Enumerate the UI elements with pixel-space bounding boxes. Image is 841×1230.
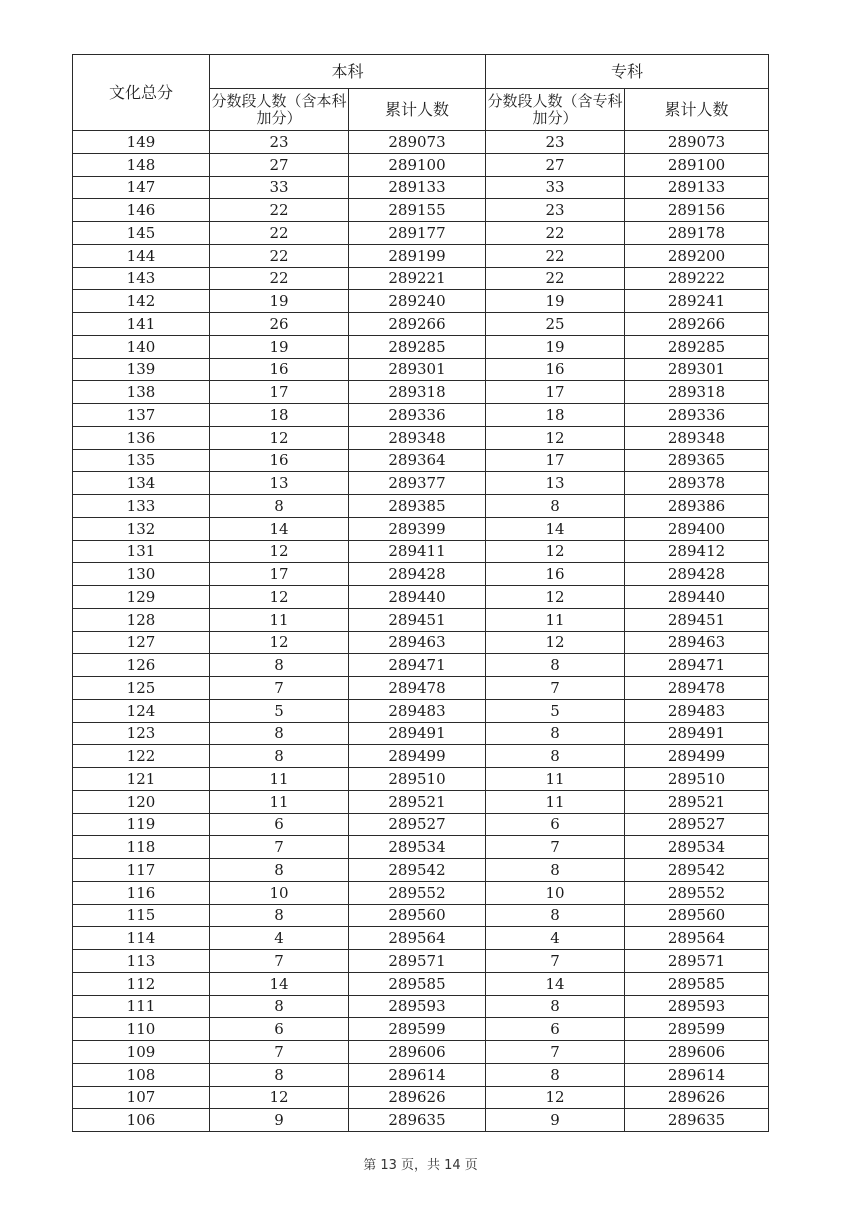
junior-college-segment-count-cell: 8 [486, 995, 625, 1018]
junior-college-segment-count-cell: 12 [486, 631, 625, 654]
undergraduate-segment-count-cell: 8 [210, 859, 349, 882]
undergraduate-cumulative-cell: 289571 [349, 950, 486, 973]
score-cell: 138 [73, 381, 210, 404]
junior-college-cumulative-cell: 289593 [625, 995, 769, 1018]
junior-college-cumulative-cell: 289542 [625, 859, 769, 882]
junior-college-cumulative-cell: 289564 [625, 927, 769, 950]
undergraduate-segment-count-cell: 12 [210, 1086, 349, 1109]
undergraduate-segment-count-cell: 6 [210, 813, 349, 836]
score-cell: 121 [73, 768, 210, 791]
score-cell: 114 [73, 927, 210, 950]
score-cell: 112 [73, 972, 210, 995]
table-row [73, 881, 769, 904]
undergraduate-cumulative-cell: 289560 [349, 904, 486, 927]
undergraduate-cumulative-cell: 289471 [349, 654, 486, 677]
junior-college-cumulative-cell: 289483 [625, 699, 769, 722]
junior-college-segment-count-cell: 8 [486, 904, 625, 927]
junior-college-segment-count-cell: 7 [486, 1041, 625, 1064]
score-cell: 146 [73, 199, 210, 222]
junior-college-cumulative-cell: 289285 [625, 335, 769, 358]
junior-college-cumulative-cell: 289318 [625, 381, 769, 404]
score-column-header: 文化总分 [73, 55, 210, 131]
junior-college-cumulative-cell: 289200 [625, 244, 769, 267]
undergraduate-segment-count-cell: 12 [210, 631, 349, 654]
score-cell: 129 [73, 586, 210, 609]
undergraduate-cumulative-header: 累计人数 [349, 89, 486, 131]
junior-college-cumulative-cell: 289552 [625, 881, 769, 904]
table-row [73, 1086, 769, 1109]
undergraduate-cumulative-cell: 289399 [349, 517, 486, 540]
undergraduate-segment-count-cell: 12 [210, 426, 349, 449]
score-cell: 139 [73, 358, 210, 381]
score-distribution-table [72, 54, 769, 1132]
undergraduate-segment-count-cell: 19 [210, 290, 349, 313]
undergraduate-cumulative-cell: 289440 [349, 586, 486, 609]
score-cell: 108 [73, 1063, 210, 1086]
undergraduate-cumulative-cell: 289478 [349, 677, 486, 700]
table-row [73, 176, 769, 199]
score-cell: 125 [73, 677, 210, 700]
undergraduate-cumulative-cell: 289635 [349, 1109, 486, 1132]
junior-college-cumulative-cell: 289606 [625, 1041, 769, 1064]
score-cell: 135 [73, 449, 210, 472]
score-cell: 119 [73, 813, 210, 836]
junior-college-cumulative-cell: 289222 [625, 267, 769, 290]
table-row [73, 335, 769, 358]
undergraduate-segment-count-cell: 14 [210, 517, 349, 540]
undergraduate-cumulative-cell: 289411 [349, 540, 486, 563]
score-cell: 144 [73, 244, 210, 267]
junior-college-segment-count-cell: 12 [486, 426, 625, 449]
undergraduate-segment-count-cell: 8 [210, 722, 349, 745]
undergraduate-cumulative-cell: 289593 [349, 995, 486, 1018]
undergraduate-cumulative-cell: 289606 [349, 1041, 486, 1064]
undergraduate-segment-count-cell: 17 [210, 563, 349, 586]
undergraduate-segment-count-cell: 11 [210, 768, 349, 791]
table-row [73, 699, 769, 722]
table-row [73, 995, 769, 1018]
undergraduate-cumulative-cell: 289521 [349, 790, 486, 813]
table-row [73, 972, 769, 995]
score-cell: 145 [73, 222, 210, 245]
junior-college-segment-count-cell: 22 [486, 267, 625, 290]
undergraduate-segment-count-cell: 22 [210, 244, 349, 267]
undergraduate-cumulative-cell: 289240 [349, 290, 486, 313]
junior-college-segment-count-cell: 22 [486, 244, 625, 267]
score-cell: 118 [73, 836, 210, 859]
junior-college-segment-count-cell: 18 [486, 404, 625, 427]
junior-college-cumulative-cell: 289378 [625, 472, 769, 495]
undergraduate-segment-count-cell: 19 [210, 335, 349, 358]
undergraduate-cumulative-cell: 289552 [349, 881, 486, 904]
undergraduate-segment-count-cell: 22 [210, 222, 349, 245]
junior-college-segment-count-cell: 33 [486, 176, 625, 199]
junior-college-segment-count-cell: 22 [486, 222, 625, 245]
junior-college-segment-count-cell: 8 [486, 722, 625, 745]
junior-college-cumulative-cell: 289635 [625, 1109, 769, 1132]
undergraduate-segment-count-cell: 17 [210, 381, 349, 404]
undergraduate-segment-count-cell: 4 [210, 927, 349, 950]
junior-college-segment-count-cell: 4 [486, 927, 625, 950]
undergraduate-segment-count-cell: 26 [210, 313, 349, 336]
table-row [73, 859, 769, 882]
table-row [73, 381, 769, 404]
page-number-footer: 第 13 页，共 14 页 [363, 1158, 478, 1173]
undergraduate-segment-count-cell: 18 [210, 404, 349, 427]
table-row [73, 1041, 769, 1064]
table-row [73, 517, 769, 540]
junior-college-segment-count-cell: 11 [486, 768, 625, 791]
junior-college-segment-count-cell: 8 [486, 495, 625, 518]
junior-college-segment-count-cell: 5 [486, 699, 625, 722]
undergraduate-cumulative-cell: 289542 [349, 859, 486, 882]
table-row [73, 495, 769, 518]
junior-college-cumulative-cell: 289386 [625, 495, 769, 518]
junior-college-segment-count-cell: 11 [486, 608, 625, 631]
undergraduate-segment-count-header: 分数段人数（含本科加分） [210, 89, 349, 131]
junior-college-segment-count-cell: 9 [486, 1109, 625, 1132]
undergraduate-segment-count-cell: 12 [210, 586, 349, 609]
undergraduate-cumulative-cell: 289585 [349, 972, 486, 995]
undergraduate-cumulative-cell: 289133 [349, 176, 486, 199]
score-cell: 140 [73, 335, 210, 358]
junior-college-cumulative-cell: 289614 [625, 1063, 769, 1086]
undergraduate-segment-count-cell: 7 [210, 677, 349, 700]
junior-college-cumulative-cell: 289348 [625, 426, 769, 449]
junior-college-segment-count-cell: 19 [486, 290, 625, 313]
junior-college-segment-count-cell: 8 [486, 1063, 625, 1086]
table-row [73, 267, 769, 290]
junior-college-cumulative-cell: 289266 [625, 313, 769, 336]
junior-college-cumulative-cell: 289527 [625, 813, 769, 836]
score-cell: 143 [73, 267, 210, 290]
undergraduate-cumulative-cell: 289534 [349, 836, 486, 859]
score-cell: 107 [73, 1086, 210, 1109]
junior-college-group-header: 专科 [486, 55, 769, 89]
undergraduate-cumulative-cell: 289499 [349, 745, 486, 768]
table-row [73, 950, 769, 973]
undergraduate-segment-count-cell: 12 [210, 540, 349, 563]
undergraduate-segment-count-cell: 16 [210, 449, 349, 472]
table-row [73, 358, 769, 381]
score-cell: 106 [73, 1109, 210, 1132]
undergraduate-cumulative-cell: 289318 [349, 381, 486, 404]
table-row [73, 244, 769, 267]
junior-college-cumulative-cell: 289510 [625, 768, 769, 791]
score-cell: 109 [73, 1041, 210, 1064]
junior-college-cumulative-cell: 289585 [625, 972, 769, 995]
score-cell: 111 [73, 995, 210, 1018]
table-row [73, 904, 769, 927]
undergraduate-cumulative-cell: 289463 [349, 631, 486, 654]
junior-college-cumulative-cell: 289560 [625, 904, 769, 927]
score-cell: 123 [73, 722, 210, 745]
table-row [73, 654, 769, 677]
junior-college-cumulative-cell: 289156 [625, 199, 769, 222]
junior-college-cumulative-cell: 289241 [625, 290, 769, 313]
undergraduate-cumulative-cell: 289377 [349, 472, 486, 495]
score-cell: 148 [73, 153, 210, 176]
undergraduate-segment-count-cell: 23 [210, 131, 349, 154]
undergraduate-cumulative-cell: 289483 [349, 699, 486, 722]
table-row [73, 677, 769, 700]
undergraduate-cumulative-cell: 289510 [349, 768, 486, 791]
junior-college-segment-count-cell: 6 [486, 1018, 625, 1041]
undergraduate-cumulative-cell: 289348 [349, 426, 486, 449]
table-row [73, 199, 769, 222]
junior-college-cumulative-cell: 289499 [625, 745, 769, 768]
undergraduate-segment-count-cell: 13 [210, 472, 349, 495]
table-row [73, 1018, 769, 1041]
undergraduate-cumulative-cell: 289564 [349, 927, 486, 950]
table-row [73, 449, 769, 472]
score-cell: 127 [73, 631, 210, 654]
table-row [73, 927, 769, 950]
junior-college-cumulative-cell: 289100 [625, 153, 769, 176]
score-cell: 131 [73, 540, 210, 563]
undergraduate-segment-count-cell: 5 [210, 699, 349, 722]
score-cell: 126 [73, 654, 210, 677]
undergraduate-cumulative-cell: 289301 [349, 358, 486, 381]
undergraduate-segment-count-cell: 9 [210, 1109, 349, 1132]
junior-college-segment-count-cell: 12 [486, 1086, 625, 1109]
junior-college-cumulative-cell: 289451 [625, 608, 769, 631]
undergraduate-cumulative-cell: 289155 [349, 199, 486, 222]
junior-college-segment-count-cell: 7 [486, 677, 625, 700]
table-row [73, 813, 769, 836]
junior-college-segment-count-cell: 12 [486, 540, 625, 563]
junior-college-segment-count-cell: 8 [486, 859, 625, 882]
undergraduate-cumulative-cell: 289177 [349, 222, 486, 245]
table-row [73, 404, 769, 427]
junior-college-cumulative-cell: 289491 [625, 722, 769, 745]
table-row [73, 745, 769, 768]
undergraduate-segment-count-cell: 8 [210, 654, 349, 677]
junior-college-segment-count-cell: 23 [486, 199, 625, 222]
junior-college-cumulative-cell: 289571 [625, 950, 769, 973]
junior-college-cumulative-cell: 289440 [625, 586, 769, 609]
table-row [73, 722, 769, 745]
undergraduate-segment-count-cell: 8 [210, 1063, 349, 1086]
undergraduate-segment-count-cell: 8 [210, 745, 349, 768]
junior-college-segment-count-cell: 13 [486, 472, 625, 495]
undergraduate-cumulative-cell: 289221 [349, 267, 486, 290]
undergraduate-segment-count-cell: 11 [210, 608, 349, 631]
score-cell: 116 [73, 881, 210, 904]
junior-college-segment-count-cell: 8 [486, 745, 625, 768]
score-cell: 124 [73, 699, 210, 722]
undergraduate-segment-count-cell: 22 [210, 199, 349, 222]
undergraduate-cumulative-cell: 289614 [349, 1063, 486, 1086]
table-row [73, 131, 769, 154]
table-header [73, 55, 769, 131]
undergraduate-segment-count-cell: 16 [210, 358, 349, 381]
table-row [73, 426, 769, 449]
score-cell: 149 [73, 131, 210, 154]
junior-college-cumulative-cell: 289521 [625, 790, 769, 813]
table-row [73, 540, 769, 563]
undergraduate-cumulative-cell: 289336 [349, 404, 486, 427]
junior-college-segment-count-cell: 8 [486, 654, 625, 677]
junior-college-cumulative-cell: 289412 [625, 540, 769, 563]
undergraduate-segment-count-cell: 6 [210, 1018, 349, 1041]
undergraduate-segment-count-cell: 8 [210, 904, 349, 927]
table-row [73, 608, 769, 631]
score-cell: 128 [73, 608, 210, 631]
junior-college-segment-count-cell: 16 [486, 563, 625, 586]
table-row [73, 290, 769, 313]
undergraduate-cumulative-cell: 289364 [349, 449, 486, 472]
junior-college-segment-count-cell: 25 [486, 313, 625, 336]
undergraduate-segment-count-cell: 14 [210, 972, 349, 995]
junior-college-segment-count-cell: 17 [486, 381, 625, 404]
undergraduate-segment-count-cell: 8 [210, 995, 349, 1018]
junior-college-segment-count-header: 分数段人数（含专科加分） [486, 89, 625, 131]
undergraduate-segment-count-cell: 33 [210, 176, 349, 199]
table-row [73, 631, 769, 654]
junior-college-cumulative-cell: 289626 [625, 1086, 769, 1109]
junior-college-cumulative-cell: 289133 [625, 176, 769, 199]
table-row [73, 222, 769, 245]
table-row [73, 836, 769, 859]
table-row [73, 563, 769, 586]
score-distribution-sheet [72, 54, 768, 1132]
undergraduate-segment-count-cell: 22 [210, 267, 349, 290]
junior-college-cumulative-cell: 289599 [625, 1018, 769, 1041]
undergraduate-segment-count-cell: 7 [210, 836, 349, 859]
score-cell: 141 [73, 313, 210, 336]
score-cell: 137 [73, 404, 210, 427]
undergraduate-cumulative-cell: 289491 [349, 722, 486, 745]
undergraduate-cumulative-cell: 289199 [349, 244, 486, 267]
junior-college-cumulative-cell: 289478 [625, 677, 769, 700]
undergraduate-cumulative-cell: 289626 [349, 1086, 486, 1109]
junior-college-cumulative-cell: 289365 [625, 449, 769, 472]
undergraduate-cumulative-cell: 289428 [349, 563, 486, 586]
undergraduate-cumulative-cell: 289073 [349, 131, 486, 154]
junior-college-segment-count-cell: 11 [486, 790, 625, 813]
score-cell: 132 [73, 517, 210, 540]
junior-college-segment-count-cell: 14 [486, 972, 625, 995]
junior-college-segment-count-cell: 17 [486, 449, 625, 472]
score-cell: 110 [73, 1018, 210, 1041]
junior-college-segment-count-cell: 14 [486, 517, 625, 540]
junior-college-cumulative-cell: 289400 [625, 517, 769, 540]
undergraduate-cumulative-cell: 289527 [349, 813, 486, 836]
undergraduate-cumulative-cell: 289100 [349, 153, 486, 176]
score-cell: 136 [73, 426, 210, 449]
junior-college-cumulative-header: 累计人数 [625, 89, 769, 131]
table-row [73, 472, 769, 495]
undergraduate-group-header: 本科 [210, 55, 486, 89]
junior-college-cumulative-cell: 289178 [625, 222, 769, 245]
junior-college-segment-count-cell: 16 [486, 358, 625, 381]
score-cell: 130 [73, 563, 210, 586]
undergraduate-segment-count-cell: 8 [210, 495, 349, 518]
undergraduate-cumulative-cell: 289266 [349, 313, 486, 336]
table-row [73, 153, 769, 176]
junior-college-segment-count-cell: 12 [486, 586, 625, 609]
score-cell: 142 [73, 290, 210, 313]
junior-college-cumulative-cell: 289463 [625, 631, 769, 654]
junior-college-cumulative-cell: 289534 [625, 836, 769, 859]
score-cell: 134 [73, 472, 210, 495]
score-cell: 113 [73, 950, 210, 973]
junior-college-segment-count-cell: 10 [486, 881, 625, 904]
undergraduate-segment-count-cell: 7 [210, 1041, 349, 1064]
junior-college-segment-count-cell: 23 [486, 131, 625, 154]
table-row [73, 586, 769, 609]
score-cell: 122 [73, 745, 210, 768]
junior-college-cumulative-cell: 289471 [625, 654, 769, 677]
table-row [73, 790, 769, 813]
score-cell: 133 [73, 495, 210, 518]
junior-college-segment-count-cell: 27 [486, 153, 625, 176]
undergraduate-segment-count-cell: 7 [210, 950, 349, 973]
junior-college-cumulative-cell: 289073 [625, 131, 769, 154]
undergraduate-segment-count-cell: 27 [210, 153, 349, 176]
junior-college-segment-count-cell: 7 [486, 950, 625, 973]
score-cell: 117 [73, 859, 210, 882]
undergraduate-cumulative-cell: 289385 [349, 495, 486, 518]
table-body [73, 131, 769, 1132]
table-row [73, 313, 769, 336]
undergraduate-segment-count-cell: 11 [210, 790, 349, 813]
junior-college-segment-count-cell: 6 [486, 813, 625, 836]
score-cell: 120 [73, 790, 210, 813]
undergraduate-cumulative-cell: 289451 [349, 608, 486, 631]
junior-college-cumulative-cell: 289428 [625, 563, 769, 586]
junior-college-segment-count-cell: 19 [486, 335, 625, 358]
undergraduate-cumulative-cell: 289599 [349, 1018, 486, 1041]
table-row [73, 768, 769, 791]
undergraduate-cumulative-cell: 289285 [349, 335, 486, 358]
undergraduate-segment-count-cell: 10 [210, 881, 349, 904]
junior-college-segment-count-cell: 7 [486, 836, 625, 859]
junior-college-cumulative-cell: 289336 [625, 404, 769, 427]
junior-college-cumulative-cell: 289301 [625, 358, 769, 381]
table-row [73, 1109, 769, 1132]
score-cell: 115 [73, 904, 210, 927]
table-row [73, 1063, 769, 1086]
score-cell: 147 [73, 176, 210, 199]
